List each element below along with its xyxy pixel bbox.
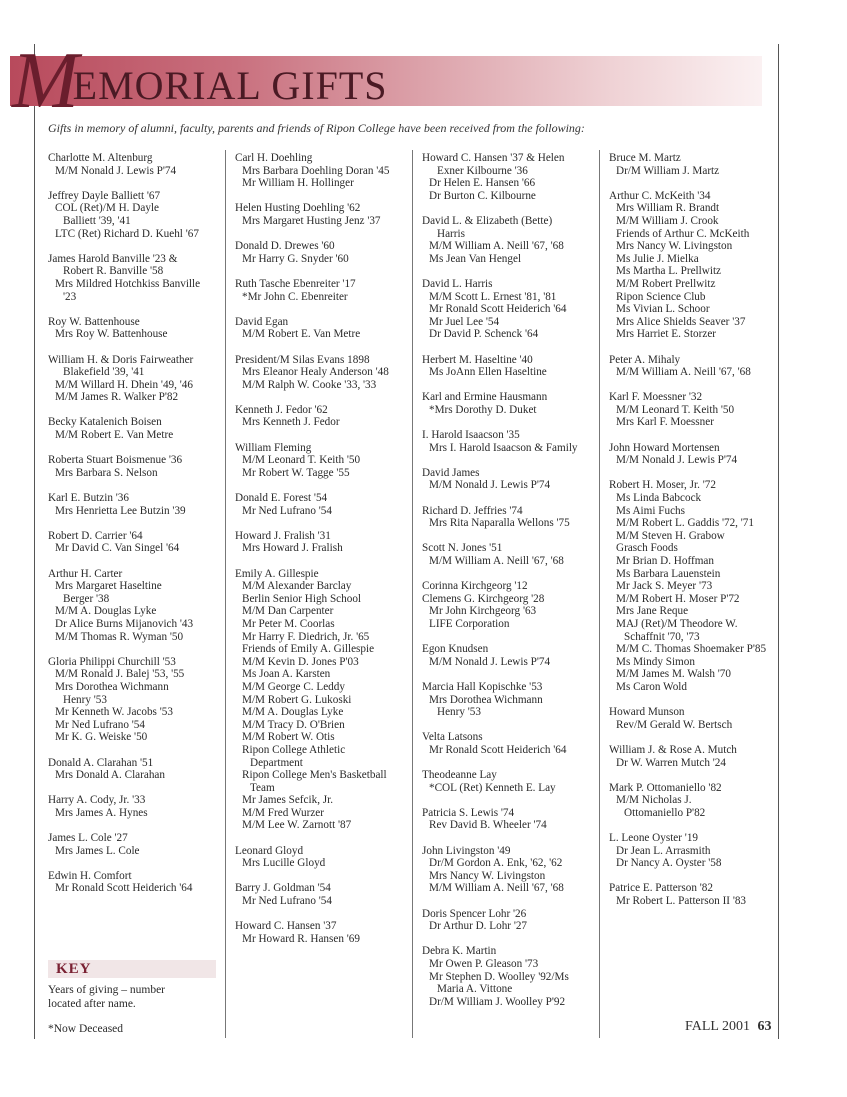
page-title [12,37,388,125]
honoree-name: Emily A. Gillespie [235,567,319,580]
memorial-entry [235,530,411,555]
donor-name: M/M C. Thomas Shoemaker P'85 [616,643,767,656]
memorial-entry [422,215,598,265]
donor-name: *Mrs Dorothy D. Duket [429,403,537,416]
honoree-name: Arthur C. McKeith '34 [609,189,711,202]
donor-name: Mrs Barbara S. Nelson [55,466,158,479]
memorial-entry [609,152,785,177]
memorial-entry [422,845,598,895]
key-line: Years of giving – number [48,984,166,996]
memorial-entry [609,744,785,769]
memorial-entry [235,492,411,517]
donor-name: M/M Thomas R. Wyman '50 [55,630,184,643]
deceased-note: *Now Deceased [48,1023,124,1035]
donor-name: Berger '38 [63,592,110,605]
donor-name: Berlin Senior High School [242,592,362,605]
gift-column-3 [422,152,598,1021]
honoree-name: William Fleming [235,441,312,454]
honoree-name: L. Leone Oyster '19 [609,832,699,845]
donor-name: Mrs James L. Cole [55,844,140,857]
donor-name: Mr William H. Hollinger [242,177,354,190]
honoree-name: Roberta Stuart Boismenue '36 [48,454,183,467]
donor-name: M/M A. Douglas Lyke [55,605,157,618]
page-footer [685,1019,771,1035]
donor-name: Mr Ned Lufrano '54 [55,718,145,731]
donor-name: Mr Robert W. Tagge '55 [242,466,350,479]
donor-name: M/M William J. Crook [616,214,719,227]
donor-name: Clemens G. Kirchgeorg '28 [422,592,545,605]
honoree-name: John Howard Mortensen [609,441,720,454]
donor-name: M/M Nonald J. Lewis P'74 [616,454,738,467]
memorial-entry [48,354,224,404]
donor-name: M/M Kevin D. Jones P'03 [242,655,359,668]
donor-name: M/M Robert G. Lukoski [242,693,352,706]
donor-name: Mrs Dorothea Wichmann [429,693,543,706]
honoree-name: Howard C. Hansen '37 & Helen [422,152,565,164]
donor-name: M/M A. Douglas Lyke [242,706,344,719]
memorial-entry [48,530,224,555]
left-rule [34,44,35,1039]
donor-name: Mr John Kirchgeorg '63 [429,605,537,618]
memorial-entry [235,240,411,265]
donor-name: M/M Robert H. Moser P'72 [616,592,740,605]
honoree-name: Marcia Hall Kopischke '53 [422,680,543,693]
title-text: EMORIAL GIFTS [72,63,388,108]
memorial-entry [422,643,598,668]
donor-name: Dr Burton C. Kilbourne [429,189,536,202]
honoree-name: Velta Latsons [422,731,483,744]
honoree-name: Carl H. Doehling [235,152,313,164]
key-description [48,984,216,1011]
donor-name: M/M Alexander Barclay [242,580,352,593]
honoree-name: Herbert M. Haseltine '40 [422,353,533,366]
donor-name: Henry '53 [437,706,481,719]
memorial-entry [422,580,598,630]
donor-name: M/M Robert L. Gaddis '72, '71 [616,517,754,530]
donor-name: Rev/M Gerald W. Bertsch [616,718,733,731]
donor-name: M/M Nonald J. Lewis P'74 [429,479,551,492]
honoree-name: Edwin H. Comfort [48,869,132,882]
donor-name: Friends of Arthur C. McKeith [616,227,750,240]
donor-name: LTC (Ret) Richard D. Kuehl '67 [55,227,199,240]
honoree-name: Howard C. Hansen '37 [235,920,337,933]
memorial-entry [235,278,411,303]
donor-name: *COL (Ret) Kenneth E. Lay [429,781,556,794]
honoree-name: Donald D. Drewes '60 [235,240,335,253]
donor-name: M/M Ronald J. Balej '53, '55 [55,668,185,681]
donor-name: M/M James R. Walker P'82 [55,391,179,404]
donor-name: Ottomaniello P'82 [624,806,706,819]
honoree-name: Becky Katalenich Boisen [48,416,162,429]
memorial-entry [422,152,598,202]
honoree-name: John Livingston '49 [422,844,511,857]
memorial-entry [422,278,598,341]
honoree-name: James Harold Banville '23 & [48,252,178,265]
honoree-name: Scott N. Jones '51 [422,542,503,555]
donor-name: Mr Ned Lufrano '54 [242,504,332,517]
donor-name: Mrs Roy W. Battenhouse [55,328,168,341]
memorial-entry [422,467,598,492]
memorial-entry [422,731,598,756]
donor-name: Blakefield '39, '41 [63,366,145,379]
honoree-name: Kenneth J. Fedor '62 [235,403,328,416]
column-divider [412,150,413,1038]
donor-name: Mr Ronald Scott Heiderich '64 [55,882,193,895]
donor-name: M/M Robert E. Van Metre [55,429,174,442]
donor-name: M/M Steven H. Grabow [616,529,725,542]
donor-name: Ms Barbara Lauenstein [616,567,721,580]
donor-name: Maria A. Vittone [437,983,513,996]
memorial-entry [48,492,224,517]
donor-name: Henry '53 [63,693,107,706]
honoree-name: Mark P. Ottomaniello '82 [609,781,722,794]
donor-name: Schaffnit '70, '73 [624,630,700,643]
donor-name: Ms Joan A. Karsten [242,668,331,681]
donor-name: Mrs Rita Naparalla Wellons '75 [429,517,570,530]
donor-name: Mr James Sefcik, Jr. [242,794,334,807]
donor-name: Mr David C. Van Singel '64 [55,542,180,555]
donor-name: LIFE Corporation [429,617,510,630]
honoree-name: Charlotte M. Altenburg [48,152,153,164]
donor-name: Dr/M William J. Woolley P'92 [429,995,566,1008]
gift-column-1 [48,152,224,908]
honoree-name: Robert H. Moser, Jr. '72 [609,479,716,492]
donor-name: Mr Brian D. Hoffman [616,555,714,567]
honoree-name: Karl E. Butzin '36 [48,492,129,505]
donor-name: Dr Arthur D. Lohr '27 [429,920,528,933]
donor-name: Mrs Barbara Doehling Doran '45 [242,164,390,177]
memorial-entry [235,202,411,227]
honoree-name: Patricia S. Lewis '74 [422,806,515,819]
donor-name: Mr Stephen D. Woolley '92/Ms [429,970,569,983]
memorial-entry [609,391,785,429]
donor-name: Mr Robert L. Patterson II '83 [616,895,747,908]
honoree-name: Bruce M. Martz [609,152,681,164]
memorial-entry [48,416,224,441]
honoree-name: Howard J. Fralish '31 [235,529,331,542]
donor-name: M/M Nonald J. Lewis P'74 [55,164,177,177]
donor-name: Grasch Foods [616,542,678,555]
intro-text: Gifts in memory of alumni, faculty, parents and friends of Ripon College have been received from the following: [48,121,585,135]
issue-label: FALL 2001 [685,1019,750,1034]
memorial-entry [422,681,598,719]
donor-name: Ms Jean Van Hengel [429,252,522,265]
donor-name: Balliett '39, '41 [63,214,131,227]
donor-name: Exner Kilbourne '36 [437,164,528,177]
donor-name: Ms JoAnn Ellen Haseltine [429,366,547,379]
donor-name: Mr Ronald Scott Heiderich '64 [429,743,567,756]
honoree-name: James L. Cole '27 [48,832,128,845]
donor-name: Dr W. Warren Mutch '24 [616,756,726,769]
donor-name: Robert R. Banville '58 [63,265,164,278]
memorial-entry [235,152,411,190]
gift-column-2 [235,152,411,958]
donor-name: Rev David B. Wheeler '74 [429,819,547,832]
honoree-name: Donald A. Clarahan '51 [48,756,154,769]
donor-name: M/M Nonald J. Lewis P'74 [429,655,551,668]
donor-name: M/M Ralph W. Cooke '33, '33 [242,378,377,391]
honoree-name: Harry A. Cody, Jr. '33 [48,794,146,807]
memorial-entry [235,920,411,945]
memorial-entry [235,845,411,870]
honoree-name: Leonard Gloyd [235,844,304,857]
donor-name: Ms Caron Wold [616,680,687,693]
memorial-entry [422,945,598,1008]
donor-name: Dr Alice Burns Mijanovich '43 [55,617,194,630]
donor-name: Mrs William R. Brandt [616,202,720,215]
donor-name: MAJ (Ret)/M Theodore W. [616,617,738,630]
memorial-entry [609,442,785,467]
memorial-entry [235,882,411,907]
donor-name: Mrs Margaret Haseltine [55,580,162,593]
memorial-entry [235,316,411,341]
honoree-name: I. Harold Isaacson '35 [422,429,520,442]
honoree-name: Jeffrey Dayle Balliett '67 [48,189,161,202]
donor-name: Mrs I. Harold Isaacson & Family [429,441,578,454]
donor-name: Mr Juel Lee '54 [429,315,500,328]
memorial-entry [48,870,224,895]
donor-name: Mrs Mildred Hotchkiss Banville [55,277,201,290]
honoree-name: Roy W. Battenhouse [48,315,140,328]
donor-name: M/M Willard H. Dhein '49, '46 [55,378,193,391]
donor-name: Mrs Kenneth J. Fedor [242,416,340,429]
donor-name: M/M Robert W. Otis [242,731,335,744]
donor-name: COL (Ret)/M H. Dayle [55,202,159,215]
donor-name: Ripon Science Club [616,290,706,303]
memorial-entry [235,568,411,832]
honoree-name: Debra K. Martin [422,945,497,958]
donor-name: Dr/M William J. Martz [616,164,720,177]
memorial-entry [48,832,224,857]
memorial-entry [422,908,598,933]
donor-name: M/M Leonard T. Keith '50 [616,403,735,416]
donor-name: Mrs Lucille Gloyd [242,857,326,870]
memorial-entry [422,769,598,794]
donor-name: Mrs James A. Hynes [55,806,148,819]
memorial-entry [48,568,224,644]
key-box [48,960,216,1035]
donor-name: M/M William A. Neill '67, '68 [429,555,564,567]
honoree-name: Egon Knudsen [422,643,489,656]
memorial-entry [609,882,785,907]
donor-name: Mr Jack S. Meyer '73 [616,580,713,593]
memorial-entry [609,190,785,341]
memorial-entry [48,757,224,782]
honoree-name: Peter A. Mihaly [609,353,681,366]
honoree-name: David Egan [235,315,289,328]
memorial-entry [48,454,224,479]
donor-name: Ms Aimi Fuchs [616,504,686,517]
memorial-entry [609,782,785,820]
memorial-entry [609,832,785,870]
honoree-name: David L. & Elizabeth (Bette) [422,214,553,227]
memorial-entry [609,706,785,731]
column-divider [225,150,226,1038]
honoree-name: Barry J. Goldman '54 [235,882,331,895]
honoree-name: Theodeanne Lay [422,769,497,782]
donor-name: Ripon College Athletic [242,743,346,756]
honoree-name: Arthur H. Carter [48,567,123,580]
donor-name: Mrs Dorothea Wichmann [55,680,169,693]
donor-name: '23 [63,290,77,303]
donor-name: Mrs Karl F. Moessner [616,416,714,429]
donor-name: Dr Helen E. Hansen '66 [429,177,536,190]
memorial-entry [422,807,598,832]
donor-name: Mrs Nancy W. Livingston [429,869,546,882]
memorial-entry [235,404,411,429]
memorial-entry [235,354,411,392]
donor-name: Ms Martha L. Prellwitz [616,265,722,278]
key-line: located after name. [48,997,136,1010]
donor-name: M/M Robert Prellwitz [616,277,716,290]
memorial-entry [48,794,224,819]
donor-name: Mrs Nancy W. Livingston [616,240,733,253]
donor-name: Dr/M Gordon A. Enk, '62, '62 [429,857,563,870]
honoree-name: Karl F. Moessner '32 [609,391,703,404]
memorial-entry [48,253,224,303]
donor-name: M/M Leonard T. Keith '50 [242,454,361,467]
memorial-entry [422,391,598,416]
donor-name: Ms Linda Babcock [616,492,702,505]
memorial-entry [609,479,785,693]
donor-name: Ms Vivian L. Schoor [616,303,710,316]
donor-name: Ms Julie J. Mielka [616,252,699,265]
donor-name: M/M Fred Wurzer [242,806,324,819]
honoree-name: President/M Silas Evans 1898 [235,353,370,366]
donor-name: Mrs Margaret Husting Jenz '37 [242,214,381,227]
donor-name: Mrs Howard J. Fralish [242,542,343,555]
donor-name: Dr Nancy A. Oyster '58 [616,857,722,870]
column-divider [599,150,600,1038]
honoree-name: Helen Husting Doehling '62 [235,202,361,215]
memorial-entry [422,354,598,379]
donor-name: Team [250,781,275,794]
title-initial: M [12,37,79,125]
donor-name: Mr Owen P. Gleason '73 [429,958,539,970]
donor-name: Mrs Jane Reque [616,605,689,618]
honoree-name: William H. & Doris Fairweather [48,353,194,366]
donor-name: M/M Lee W. Zarnott '87 [242,819,352,832]
honoree-name: David James [422,466,480,479]
memorial-entry [422,505,598,530]
donor-name: Mrs Alice Shields Seaver '37 [616,315,746,328]
donor-name: M/M Tracy D. O'Brien [242,718,345,731]
donor-name: Harris [437,227,465,240]
donor-name: *Mr John C. Ebenreiter [242,290,348,303]
donor-name: Mrs Eleanor Healy Anderson '48 [242,366,389,379]
donor-name: Mr Harry G. Snyder '60 [242,252,349,265]
key-heading: KEY [48,960,216,978]
donor-name: M/M Nicholas J. [616,794,692,807]
honoree-name: Corinna Kirchgeorg '12 [422,580,528,593]
donor-name: M/M Robert E. Van Metre [242,328,361,341]
donor-name: M/M Dan Carpenter [242,605,334,618]
donor-name: Dr Jean L. Arrasmith [616,844,711,857]
honoree-name: Karl and Ermine Hausmann [422,391,548,404]
donor-name: Mrs Henrietta Lee Butzin '39 [55,504,186,517]
honoree-name: Ruth Tasche Ebenreiter '17 [235,277,356,290]
honoree-name: David L. Harris [422,277,493,290]
donor-name: Department [250,756,303,769]
honoree-name: William J. & Rose A. Mutch [609,743,737,756]
honoree-name: Howard Munson [609,706,685,719]
donor-name: Friends of Emily A. Gillespie [242,643,375,656]
memorial-entry [422,542,598,567]
memorial-entry [48,316,224,341]
donor-name: Mr Harry F. Diedrich, Jr. '65 [242,630,370,643]
donor-name: Mr Peter M. Coorlas [242,617,335,630]
honoree-name: Patrice E. Patterson '82 [609,882,713,895]
honoree-name: Donald E. Forest '54 [235,492,328,505]
honoree-name: Doris Spencer Lohr '26 [422,907,527,920]
donor-name: M/M James M. Walsh '70 [616,668,731,681]
donor-name: Mr Ronald Scott Heiderich '64 [429,303,567,316]
memorial-entry [48,656,224,744]
donor-name: Mrs Harriet E. Storzer [616,328,717,341]
donor-name: M/M William A. Neill '67, '68 [616,366,751,379]
memorial-entry [48,152,224,177]
donor-name: Ms Mindy Simon [616,655,695,668]
donor-name: Mr Howard R. Hansen '69 [242,932,360,945]
honoree-name: Robert D. Carrier '64 [48,529,143,542]
donor-name: Mrs Donald A. Clarahan [55,769,165,782]
memorial-entry [235,442,411,480]
donor-name: Mr Ned Lufrano '54 [242,895,332,908]
donor-name: M/M William A. Neill '67, '68 [429,240,564,253]
gift-column-4 [609,152,785,920]
donor-name: M/M George C. Leddy [242,680,345,693]
donor-name: Mr Kenneth W. Jacobs '53 [55,706,173,719]
honoree-name: Gloria Philippi Churchill '53 [48,655,176,668]
memorial-entry [609,354,785,379]
donor-name: M/M William A. Neill '67, '68 [429,882,564,895]
honoree-name: Richard D. Jeffries '74 [422,504,523,517]
donor-name: Ripon College Men's Basketball [242,769,387,782]
donor-name: Dr David P. Schenck '64 [429,328,539,341]
page-number: 63 [757,1019,772,1034]
donor-name: M/M Scott L. Ernest '81, '81 [429,290,557,303]
memorial-entry [422,429,598,454]
memorial-entry [48,190,224,240]
donor-name: Mr K. G. Weiske '50 [55,731,148,744]
